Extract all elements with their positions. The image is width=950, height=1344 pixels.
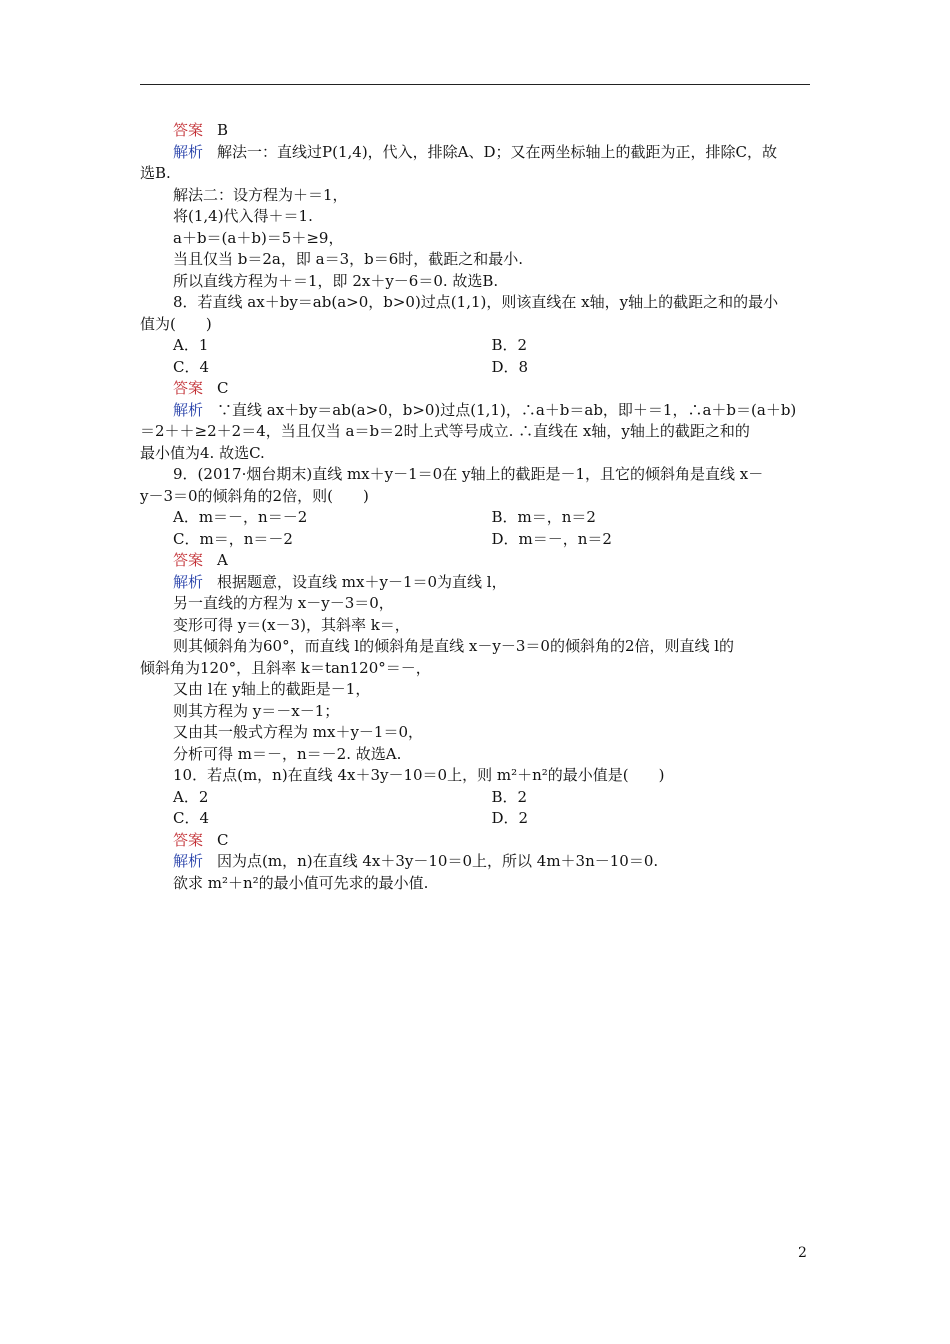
question-9-text: 9．(2017·烟台期末)直线 mx＋y－1＝0在 y轴上的截距是－1，且它的倾斜角是直线 x－ xyxy=(173,465,764,483)
question-10-text: 10．若点(m，n)在直线 4x＋3y－10＝0上，则 m²＋n²的最小值是( ) xyxy=(173,766,665,784)
option-c: C．m＝，n＝－2 xyxy=(173,529,293,548)
analysis-step: 则其方程为 y＝－x－1； xyxy=(173,701,340,720)
analysis-text-cont: 最小值为4. 故选C. xyxy=(140,443,265,462)
question-10-options-row xyxy=(140,787,810,809)
analysis-label: 解析 xyxy=(173,400,204,419)
question-10-options-row xyxy=(140,808,810,830)
answer-label: 答案 xyxy=(173,379,204,397)
method2-line: 将(1,4)代入得＋＝1. xyxy=(173,207,313,225)
option-c: C．4 xyxy=(173,357,210,376)
analysis-step: 变形可得 y＝(x－3)，其斜率 k＝， xyxy=(173,615,410,634)
analysis-line-8 xyxy=(140,400,810,422)
analysis-step: 则其倾斜角为60°，而直线 l的倾斜角是直线 x－y－3＝0的倾斜角的2倍，则直线 l的 xyxy=(173,637,735,655)
analysis-step: 另一直线的方程为 x－y－3＝0， xyxy=(173,594,394,612)
question-8-text-cont: 值为( ) xyxy=(140,314,212,333)
answer-line-9 xyxy=(140,550,810,572)
question-9-options-row xyxy=(140,529,810,551)
question-8-options-row xyxy=(140,357,810,379)
page-content xyxy=(140,120,810,894)
analysis-label: 解析 xyxy=(173,572,204,591)
analysis-text-cont: 选B. xyxy=(140,164,171,182)
option-a: A．m＝－，n＝－2 xyxy=(173,508,308,526)
answer-value: C xyxy=(217,830,229,849)
analysis-step: 又由 l在 y轴上的截距是－1， xyxy=(173,680,371,698)
question-9-text-cont: y－3＝0的倾斜角的2倍，则( ) xyxy=(140,486,369,505)
answer-label: 答案 xyxy=(173,121,204,139)
option-b: B．m＝，n＝2 xyxy=(491,508,596,526)
option-b: B．2 xyxy=(491,336,528,354)
analysis-step-cont: 倾斜角为120°，且斜率 k＝tan120°＝－， xyxy=(140,658,431,677)
analysis-step: 欲求 m²＋n²的最小值可先求的最小值. xyxy=(173,873,429,892)
option-d: D．m＝－，n＝2 xyxy=(491,529,612,548)
answer-line-8 xyxy=(140,378,810,400)
analysis-text: ∵直线 ax＋by＝ab(a>0，b>0)过点(1,1)，∴a＋b＝ab，即＋＝1，∴a＋b＝(a＋b) xyxy=(217,400,797,419)
answer-line-7 xyxy=(140,120,810,142)
question-9-options-row xyxy=(140,507,810,529)
page-number: 2 xyxy=(798,1245,807,1261)
analysis-line-7 xyxy=(140,142,810,164)
answer-line-10 xyxy=(140,830,810,852)
answer-value: B xyxy=(217,121,229,139)
analysis-text: 因为点(m，n)在直线 4x＋3y－10＝0上，所以 4m＋3n－10＝0. xyxy=(217,852,659,870)
method2-line: 当且仅当 b＝2a，即 a＝3，b＝6时，截距之和最小. xyxy=(173,250,524,268)
method2-line: 解法二：设方程为＋＝1， xyxy=(173,185,348,204)
method2-line: 所以直线方程为＋＝1，即 2x＋y－6＝0. 故选B. xyxy=(173,271,499,290)
option-d: D．2 xyxy=(491,809,529,827)
analysis-line-10 xyxy=(140,851,810,873)
option-b: B．2 xyxy=(491,787,528,806)
analysis-text: 根据题意，设直线 mx＋y－1＝0为直线 l， xyxy=(217,572,507,591)
answer-label: 答案 xyxy=(173,551,204,569)
analysis-label: 解析 xyxy=(173,852,204,870)
analysis-text: 解法一：直线过P(1,4)，代入，排除A、D；又在两坐标轴上的截距为正，排除C，故 xyxy=(217,142,778,161)
question-8-text: 8．若直线 ax＋by＝ab(a>0，b>0)过点(1,1)，则该直线在 x轴，y轴上的截距之和的最小 xyxy=(173,293,779,311)
option-a: A．1 xyxy=(173,336,209,354)
answer-label: 答案 xyxy=(173,830,204,849)
option-c: C．4 xyxy=(173,809,210,827)
analysis-step: 又由其一般式方程为 mx＋y－1＝0， xyxy=(173,723,424,741)
analysis-step: 分析可得 m＝－，n＝－2. 故选A. xyxy=(173,744,402,763)
method2-line: a＋b＝(a＋b)＝5＋≥9， xyxy=(173,228,344,247)
analysis-text-cont: ＝2＋＋≥2＋2＝4，当且仅当 a＝b＝2时上式等号成立. ∴直线在 x轴，y轴上的截距之和的 xyxy=(140,422,750,440)
answer-value: A xyxy=(217,551,228,569)
option-a: A．2 xyxy=(173,787,209,806)
question-8-options-row xyxy=(140,335,810,357)
header-rule xyxy=(140,84,810,85)
analysis-label: 解析 xyxy=(173,142,204,161)
analysis-line-9 xyxy=(140,572,810,594)
option-d: D．8 xyxy=(491,357,529,376)
answer-value: C xyxy=(217,379,229,397)
